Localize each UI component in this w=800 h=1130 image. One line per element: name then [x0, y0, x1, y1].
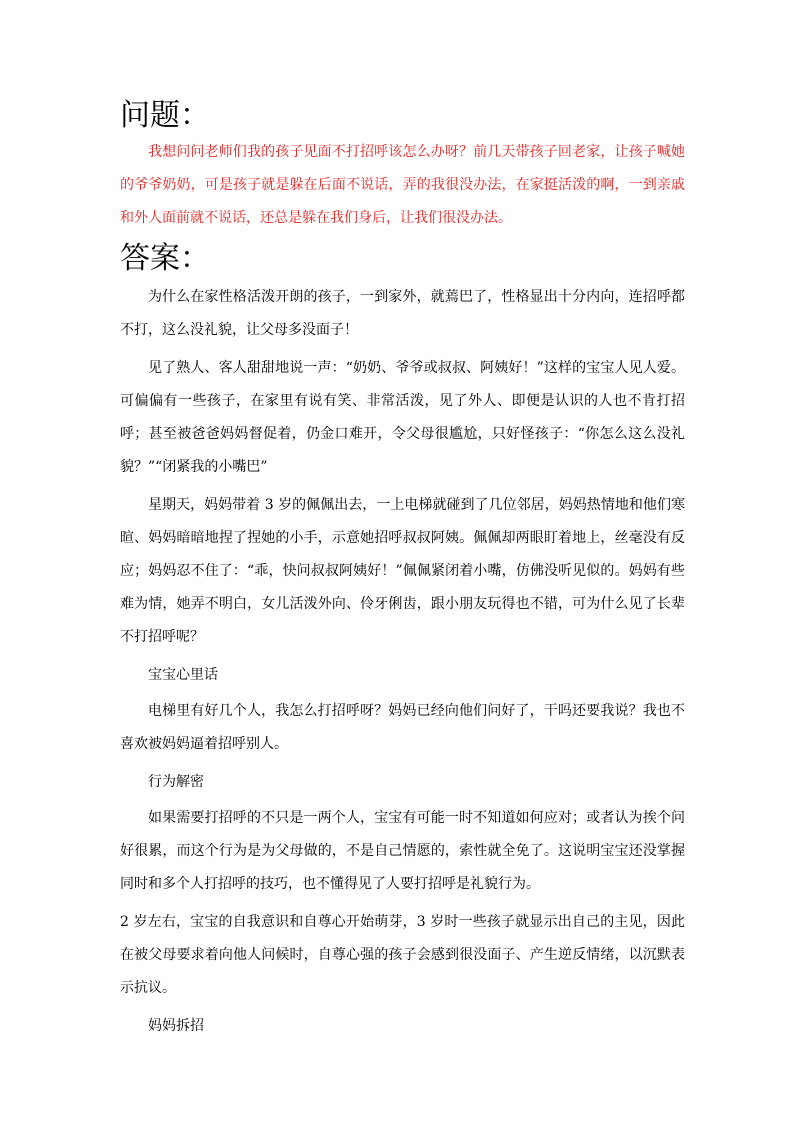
answer-paragraph-age: 2 岁左右，宝宝的自我意识和自尊心开始萌芽，3 岁时一些孩子就显示出自己的主见，因此在被父母要求着向他人问候时，自尊心强的孩子会感到很没面子、产生逆反情绪，以沉默表示抗议。 [120, 914, 685, 996]
answer-paragraph-behavior: 如果需要打招呼的不只是一两个人，宝宝有可能一时不知道如何应对；或者认为挨个问好很累，而这个行为是为父母做的，不是自己情愿的，索性就全免了。这说明宝宝还没掌握同时和多个人打招呼的技巧，也不懂得见了人要打招呼是礼貌行为。 [120, 810, 685, 892]
question-heading: 问题： [120, 98, 210, 133]
question-text: 我想问问老师们我的孩子见面不打招呼该怎么办呀？前几天带孩子回老家，让孩子喊她的爷爷奶奶，可是孩子就是躲在后面不说话，弄的我很没办法，在家挺活泼的啊，一到亲戚和外人面前就不说话，还总是躲在我们身后，让我们很没办法。 [120, 144, 685, 226]
answer-heading: 答案： [120, 241, 210, 276]
section-title-behavior-decoded: 行为解密 [148, 774, 204, 790]
section-title-baby-thoughts: 宝宝心里话 [148, 667, 218, 683]
document-page [120, 96, 685, 1046]
answer-paragraph-greeting: 见了熟人、客人甜甜地说一声：“奶奶、爷爷或叔叔、阿姨好！”这样的宝宝人见人爱。可偏偏有一些孩子，在家里有说有笑、非常活泼，见了外人、即便是认识的人也不肯打招呼；甚至被爸爸妈妈督促着，仍金口难开，令父母很尴尬，只好怪孩子：“你怎么这么没礼貌？”“闭紧我的小嘴巴” [120, 360, 685, 475]
section-title-mom-tips: 妈妈拆招 [148, 1018, 204, 1034]
answer-paragraph-intro: 为什么在家性格活泼开朗的孩子，一到家外，就蔫巴了，性格显出十分内向，连招呼都不打，这么没礼貌，让父母多没面子！ [120, 289, 685, 338]
answer-paragraph-example: 星期天，妈妈带着 3 岁的佩佩出去，一上电梯就碰到了几位邻居，妈妈热情地和他们寒暄、妈妈暗暗地捏了捏她的小手，示意她招呼叔叔阿姨。佩佩却两眼盯着地上，丝毫没有反应；妈妈忍不住了：“乖，快问叔叔阿姨好！”佩佩紧闭着小嘴，仿佛没听见似的。妈妈有些难为情，她弄不明白，女儿活泼外向、伶牙俐齿，跟小朋友玩得也不错，可为什么见了长辈不打招呼呢？ [120, 497, 685, 645]
answer-paragraph-baby-thoughts: 电梯里有好几个人，我怎么打招呼呀？妈妈已经向他们问好了，干吗还要我说？我也不喜欢被妈妈逼着招呼别人。 [120, 703, 685, 752]
